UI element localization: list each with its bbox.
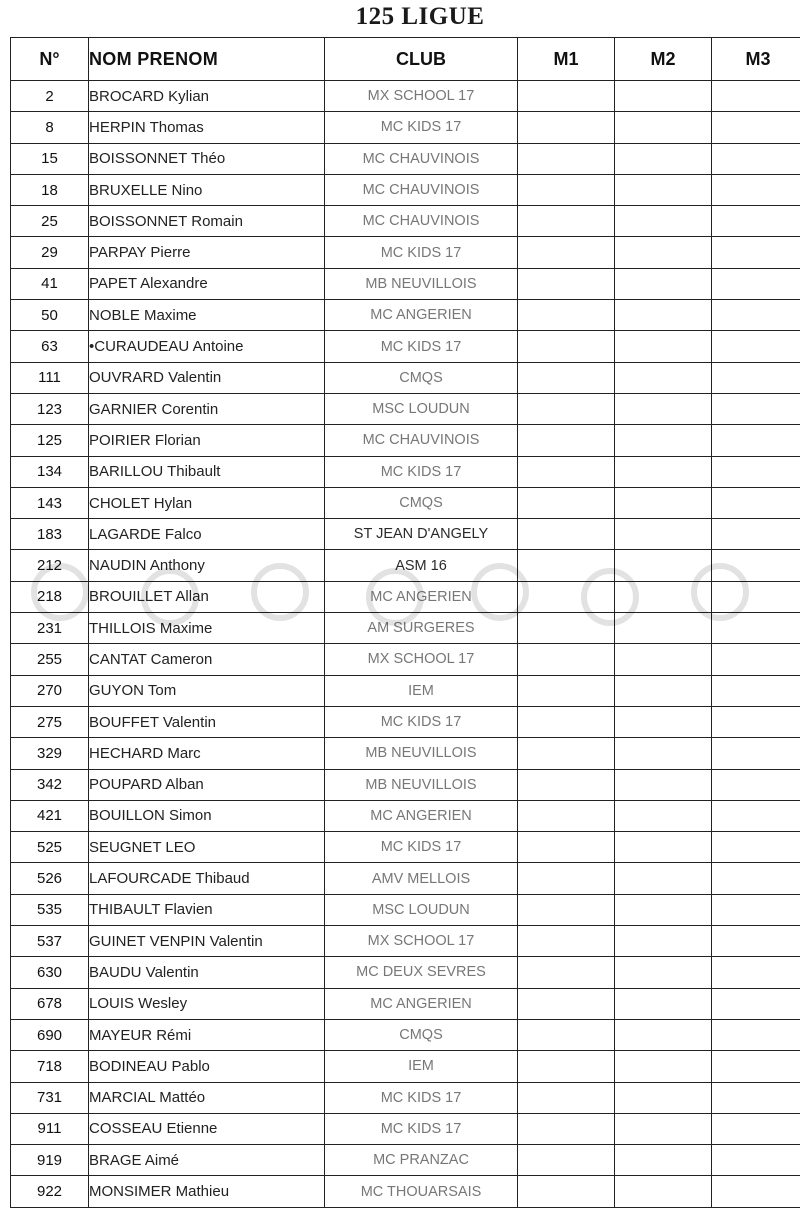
row-m2 [615, 174, 712, 205]
row-m2 [615, 613, 712, 644]
row-m2 [615, 832, 712, 863]
row-m2 [615, 1176, 712, 1207]
row-m1 [518, 957, 615, 988]
row-name: CANTAT Cameron [89, 644, 325, 675]
row-m2 [615, 800, 712, 831]
row-m3 [712, 800, 800, 831]
row-number: 2 [11, 81, 89, 112]
table-row [11, 550, 800, 581]
table-row [11, 1145, 800, 1176]
row-m1 [518, 331, 615, 362]
row-club: MB NEUVILLOIS [325, 769, 518, 800]
row-name: OUVRARD Valentin [89, 362, 325, 393]
row-club: MC KIDS 17 [325, 237, 518, 268]
row-m3 [712, 988, 800, 1019]
row-m1 [518, 1051, 615, 1082]
row-club: MC KIDS 17 [325, 1082, 518, 1113]
row-m3 [712, 174, 800, 205]
row-club: MX SCHOOL 17 [325, 644, 518, 675]
row-club: MC KIDS 17 [325, 112, 518, 143]
row-m1 [518, 206, 615, 237]
row-club: ST JEAN D'ANGELY [325, 519, 518, 550]
row-number: 25 [11, 206, 89, 237]
row-m3 [712, 675, 800, 706]
row-name: COSSEAU Etienne [89, 1113, 325, 1144]
row-m2 [615, 300, 712, 331]
row-m1 [518, 863, 615, 894]
row-m2 [615, 926, 712, 957]
row-name: PAPET Alexandre [89, 268, 325, 299]
row-m3 [712, 112, 800, 143]
row-name: NAUDIN Anthony [89, 550, 325, 581]
row-m3 [712, 613, 800, 644]
row-m2 [615, 1019, 712, 1050]
row-m3 [712, 331, 800, 362]
row-name: MONSIMER Mathieu [89, 1176, 325, 1207]
row-club: MB NEUVILLOIS [325, 738, 518, 769]
row-m3 [712, 769, 800, 800]
row-name: POUPARD Alban [89, 769, 325, 800]
row-club: MX SCHOOL 17 [325, 81, 518, 112]
row-name: GUYON Tom [89, 675, 325, 706]
row-club: MX SCHOOL 17 [325, 926, 518, 957]
row-club: CMQS [325, 1019, 518, 1050]
row-m1 [518, 1082, 615, 1113]
row-m2 [615, 706, 712, 737]
row-m2 [615, 988, 712, 1019]
row-m3 [712, 143, 800, 174]
row-m3 [712, 706, 800, 737]
table-row [11, 362, 800, 393]
row-m3 [712, 644, 800, 675]
table-row [11, 143, 800, 174]
row-club: MSC LOUDUN [325, 393, 518, 424]
row-m3 [712, 957, 800, 988]
row-m2 [615, 393, 712, 424]
table-row [11, 174, 800, 205]
row-club: MC CHAUVINOIS [325, 425, 518, 456]
row-name: THILLOIS Maxime [89, 613, 325, 644]
row-m3 [712, 1019, 800, 1050]
row-m3 [712, 362, 800, 393]
row-name: BROUILLET Allan [89, 581, 325, 612]
row-number: 41 [11, 268, 89, 299]
row-m2 [615, 581, 712, 612]
row-club: MC KIDS 17 [325, 706, 518, 737]
row-club: MC ANGERIEN [325, 988, 518, 1019]
row-name: THIBAULT Flavien [89, 894, 325, 925]
table-row [11, 800, 800, 831]
row-m3 [712, 863, 800, 894]
row-m2 [615, 1051, 712, 1082]
row-m1 [518, 926, 615, 957]
row-m2 [615, 487, 712, 518]
table-row [11, 519, 800, 550]
header-m3: M3 [712, 38, 800, 81]
row-name: BOISSONNET Romain [89, 206, 325, 237]
table-row [11, 1113, 800, 1144]
row-club: ASM 16 [325, 550, 518, 581]
row-m1 [518, 894, 615, 925]
row-m3 [712, 1082, 800, 1113]
row-m1 [518, 174, 615, 205]
row-club: IEM [325, 1051, 518, 1082]
row-name: POIRIER Florian [89, 425, 325, 456]
row-m1 [518, 456, 615, 487]
row-number: 535 [11, 894, 89, 925]
row-number: 125 [11, 425, 89, 456]
table-row [11, 1082, 800, 1113]
row-number: 8 [11, 112, 89, 143]
row-name: PARPAY Pierre [89, 237, 325, 268]
table-row [11, 613, 800, 644]
row-number: 63 [11, 331, 89, 362]
table-row [11, 237, 800, 268]
row-number: 143 [11, 487, 89, 518]
row-m1 [518, 613, 615, 644]
table-row [11, 1019, 800, 1050]
row-number: 537 [11, 926, 89, 957]
row-m2 [615, 268, 712, 299]
row-m1 [518, 1019, 615, 1050]
row-m2 [615, 456, 712, 487]
row-m1 [518, 550, 615, 581]
row-m1 [518, 769, 615, 800]
row-name: GUINET VENPIN Valentin [89, 926, 325, 957]
row-m1 [518, 237, 615, 268]
row-m2 [615, 863, 712, 894]
row-m2 [615, 769, 712, 800]
row-m1 [518, 143, 615, 174]
table-row [11, 644, 800, 675]
row-name: BRUXELLE Nino [89, 174, 325, 205]
row-number: 15 [11, 143, 89, 174]
row-m2 [615, 331, 712, 362]
row-m1 [518, 832, 615, 863]
row-name: MAYEUR Rémi [89, 1019, 325, 1050]
row-name: HECHARD Marc [89, 738, 325, 769]
row-number: 275 [11, 706, 89, 737]
row-club: MB NEUVILLOIS [325, 268, 518, 299]
row-m3 [712, 300, 800, 331]
table-row [11, 487, 800, 518]
row-number: 255 [11, 644, 89, 675]
row-m3 [712, 1176, 800, 1207]
row-number: 919 [11, 1145, 89, 1176]
row-m3 [712, 425, 800, 456]
row-m3 [712, 738, 800, 769]
table-row [11, 832, 800, 863]
table-row [11, 331, 800, 362]
row-m3 [712, 456, 800, 487]
row-club: AMV MELLOIS [325, 863, 518, 894]
row-name: LAGARDE Falco [89, 519, 325, 550]
table-body [11, 81, 800, 1208]
table-row [11, 581, 800, 612]
row-name: NOBLE Maxime [89, 300, 325, 331]
header-name: NOM PRENOM [89, 38, 325, 81]
row-number: 526 [11, 863, 89, 894]
row-club: MC CHAUVINOIS [325, 143, 518, 174]
row-name: BOISSONNET Théo [89, 143, 325, 174]
row-club: MC KIDS 17 [325, 456, 518, 487]
header-m1: M1 [518, 38, 615, 81]
row-m1 [518, 644, 615, 675]
row-m3 [712, 1051, 800, 1082]
row-name: GARNIER Corentin [89, 393, 325, 424]
row-number: 212 [11, 550, 89, 581]
row-club: MC ANGERIEN [325, 581, 518, 612]
row-m3 [712, 550, 800, 581]
row-number: 731 [11, 1082, 89, 1113]
table-row [11, 957, 800, 988]
row-m2 [615, 143, 712, 174]
row-m3 [712, 894, 800, 925]
header-club: CLUB [325, 38, 518, 81]
row-number: 111 [11, 362, 89, 393]
row-m1 [518, 519, 615, 550]
row-club: MC DEUX SEVRES [325, 957, 518, 988]
row-m3 [712, 206, 800, 237]
table-row [11, 894, 800, 925]
row-m2 [615, 81, 712, 112]
row-m1 [518, 800, 615, 831]
row-club: MC KIDS 17 [325, 331, 518, 362]
row-m3 [712, 1113, 800, 1144]
row-number: 123 [11, 393, 89, 424]
table-row [11, 706, 800, 737]
row-club: MC KIDS 17 [325, 1113, 518, 1144]
table-row [11, 769, 800, 800]
row-m2 [615, 519, 712, 550]
row-m1 [518, 112, 615, 143]
table-row [11, 425, 800, 456]
table-row [11, 268, 800, 299]
row-m1 [518, 393, 615, 424]
row-m1 [518, 268, 615, 299]
row-number: 134 [11, 456, 89, 487]
row-number: 231 [11, 613, 89, 644]
table-row [11, 456, 800, 487]
row-m1 [518, 1113, 615, 1144]
table-row [11, 1176, 800, 1207]
row-m1 [518, 425, 615, 456]
row-club: IEM [325, 675, 518, 706]
table-row [11, 393, 800, 424]
row-m3 [712, 268, 800, 299]
row-m1 [518, 706, 615, 737]
row-m2 [615, 550, 712, 581]
row-m1 [518, 581, 615, 612]
row-m3 [712, 81, 800, 112]
row-m1 [518, 81, 615, 112]
row-m3 [712, 581, 800, 612]
row-m2 [615, 675, 712, 706]
row-name: BARILLOU Thibault [89, 456, 325, 487]
row-m2 [615, 237, 712, 268]
row-number: 342 [11, 769, 89, 800]
row-m1 [518, 738, 615, 769]
row-number: 218 [11, 581, 89, 612]
row-m3 [712, 519, 800, 550]
row-m3 [712, 487, 800, 518]
row-m1 [518, 988, 615, 1019]
row-club: MC CHAUVINOIS [325, 174, 518, 205]
table-row [11, 112, 800, 143]
row-m3 [712, 1145, 800, 1176]
row-club: MC ANGERIEN [325, 800, 518, 831]
row-m2 [615, 894, 712, 925]
row-m3 [712, 832, 800, 863]
row-club: CMQS [325, 487, 518, 518]
results-table [10, 37, 800, 1208]
row-name: LAFOURCADE Thibaud [89, 863, 325, 894]
row-number: 911 [11, 1113, 89, 1144]
row-club: MC THOUARSAIS [325, 1176, 518, 1207]
row-m2 [615, 112, 712, 143]
table-row [11, 988, 800, 1019]
row-name: HERPIN Thomas [89, 112, 325, 143]
row-club: MC ANGERIEN [325, 300, 518, 331]
row-m2 [615, 425, 712, 456]
table-row [11, 738, 800, 769]
row-name: BROCARD Kylian [89, 81, 325, 112]
row-m1 [518, 1176, 615, 1207]
table-row [11, 863, 800, 894]
row-m2 [615, 1113, 712, 1144]
row-name: BOUILLON Simon [89, 800, 325, 831]
page-title: 125 LIGUE [355, 3, 485, 30]
row-club: CMQS [325, 362, 518, 393]
row-club: MC KIDS 17 [325, 832, 518, 863]
row-name: CHOLET Hylan [89, 487, 325, 518]
header-number: N° [11, 38, 89, 81]
table-row [11, 926, 800, 957]
row-number: 29 [11, 237, 89, 268]
row-m2 [615, 738, 712, 769]
row-m2 [615, 644, 712, 675]
row-club: AM SURGERES [325, 613, 518, 644]
row-number: 270 [11, 675, 89, 706]
table-row [11, 300, 800, 331]
row-club: MC PRANZAC [325, 1145, 518, 1176]
row-m1 [518, 300, 615, 331]
row-name: MARCIAL Mattéo [89, 1082, 325, 1113]
row-m1 [518, 362, 615, 393]
row-m3 [712, 237, 800, 268]
row-number: 421 [11, 800, 89, 831]
row-number: 630 [11, 957, 89, 988]
row-club: MC CHAUVINOIS [325, 206, 518, 237]
row-m3 [712, 393, 800, 424]
row-m3 [712, 926, 800, 957]
row-m1 [518, 675, 615, 706]
row-number: 329 [11, 738, 89, 769]
row-number: 18 [11, 174, 89, 205]
row-number: 922 [11, 1176, 89, 1207]
row-name: BRAGE Aimé [89, 1145, 325, 1176]
table-row [11, 1051, 800, 1082]
row-number: 183 [11, 519, 89, 550]
row-number: 718 [11, 1051, 89, 1082]
row-number: 50 [11, 300, 89, 331]
table-row [11, 206, 800, 237]
header-m2: M2 [615, 38, 712, 81]
row-name: BAUDU Valentin [89, 957, 325, 988]
row-m2 [615, 957, 712, 988]
row-m2 [615, 1082, 712, 1113]
row-m2 [615, 1145, 712, 1176]
header-row [11, 38, 800, 81]
table-row [11, 675, 800, 706]
row-name: BOUFFET Valentin [89, 706, 325, 737]
row-m1 [518, 1145, 615, 1176]
row-m1 [518, 487, 615, 518]
row-name: •CURAUDEAU Antoine [89, 331, 325, 362]
row-name: SEUGNET LEO [89, 832, 325, 863]
row-number: 690 [11, 1019, 89, 1050]
row-club: MSC LOUDUN [325, 894, 518, 925]
row-name: BODINEAU Pablo [89, 1051, 325, 1082]
table-row [11, 81, 800, 112]
row-name: LOUIS Wesley [89, 988, 325, 1019]
row-number: 525 [11, 832, 89, 863]
row-m2 [615, 362, 712, 393]
row-m2 [615, 206, 712, 237]
row-number: 678 [11, 988, 89, 1019]
